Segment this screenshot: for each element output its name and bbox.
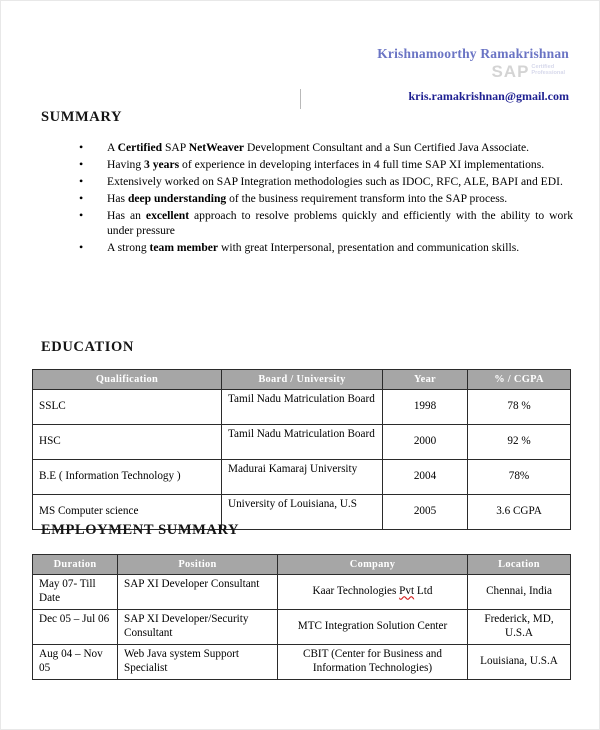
summary-bullet-item bbox=[79, 157, 573, 173]
table-row bbox=[33, 610, 571, 645]
employment-col-company: Company bbox=[278, 555, 468, 575]
employment-cell-location: Frederick, MD, U.S.A bbox=[468, 610, 571, 645]
summary-bullet-text: Has an bbox=[107, 208, 146, 222]
education-table bbox=[32, 369, 571, 530]
table-row bbox=[33, 645, 571, 680]
summary-bullet-item bbox=[79, 174, 573, 190]
summary-bullet-emphasis: 3 years bbox=[144, 157, 180, 171]
section-heading-employment: EMPLOYMENT SUMMARY bbox=[41, 522, 240, 538]
education-cell-score: 92 % bbox=[468, 425, 571, 460]
employment-cell-duration: Dec 05 – Jul 06 bbox=[33, 610, 118, 645]
summary-bullet-item bbox=[79, 140, 573, 156]
employment-company-text: CBIT (Center for Business and Information Technologies) bbox=[303, 648, 442, 674]
employment-company-text: MTC Integration Solution Center bbox=[297, 620, 448, 633]
summary-bullet-text: of experience in developing interfaces in 4 full time SAP XI implementations. bbox=[179, 157, 545, 171]
education-table-header-row bbox=[33, 370, 571, 390]
education-col-year: Year bbox=[383, 370, 468, 390]
employment-col-duration: Duration bbox=[33, 555, 118, 575]
employment-cell-duration: May 07- Till Date bbox=[33, 575, 118, 610]
summary-bullet-emphasis: Certified bbox=[117, 141, 163, 154]
summary-bullet-text: Extensively worked on SAP Integration methodologies such as IDOC, RFC, ALE, BAPI and EDI. bbox=[107, 174, 563, 188]
sap-logo-subtitle-line2: Professional bbox=[531, 70, 565, 77]
summary-bullet-emphasis: deep understanding bbox=[127, 191, 227, 205]
education-cell-score: 3.6 CGPA bbox=[468, 495, 571, 530]
summary-bullet-emphasis: NetWeaver bbox=[188, 141, 245, 154]
employment-company-text: Kaar Technologies bbox=[312, 585, 400, 598]
employment-cell-location: Chennai, India bbox=[468, 575, 571, 610]
education-col-board: Board / University bbox=[222, 370, 383, 390]
candidate-email: kris.ramakrishnan@gmail.com bbox=[408, 88, 569, 103]
table-row bbox=[33, 460, 571, 495]
summary-bullet-item bbox=[79, 191, 573, 207]
section-heading-summary: SUMMARY bbox=[41, 109, 123, 125]
employment-col-location: Location bbox=[468, 555, 571, 575]
employment-col-position: Position bbox=[118, 555, 278, 575]
education-cell-board: University of Louisiana, U.S bbox=[222, 495, 383, 530]
summary-bullet-text: Having bbox=[107, 157, 145, 171]
spellcheck-flagged-word: Pvt bbox=[399, 585, 415, 598]
summary-bullet-text: approach to resolve problems quickly and efficiently with the ability to work under pressure bbox=[107, 208, 573, 238]
sap-logo-word: SAP bbox=[491, 61, 530, 81]
employment-cell-company bbox=[278, 645, 468, 680]
employment-table bbox=[32, 554, 571, 680]
employment-cell-duration: Aug 04 – Nov 05 bbox=[33, 645, 118, 680]
summary-bullet-text: Has bbox=[107, 191, 128, 205]
education-cell-year: 2000 bbox=[383, 425, 468, 460]
education-cell-board: Tamil Nadu Matriculation Board bbox=[222, 390, 383, 425]
sap-certified-logo bbox=[239, 63, 565, 80]
employment-cell-company bbox=[278, 575, 468, 610]
summary-bullet-text: A strong bbox=[107, 241, 150, 255]
summary-bullet-item bbox=[79, 240, 573, 256]
summary-bullet-item bbox=[79, 208, 573, 240]
employment-cell-company bbox=[278, 610, 468, 645]
education-cell-year: 2005 bbox=[383, 495, 468, 530]
sap-logo-subtitle bbox=[531, 64, 565, 77]
table-row bbox=[33, 390, 571, 425]
summary-bullet-text: A bbox=[107, 141, 118, 154]
table-row bbox=[33, 425, 571, 460]
education-cell-qualification: SSLC bbox=[33, 390, 222, 425]
employment-cell-location: Louisiana, U.S.A bbox=[468, 645, 571, 680]
summary-bullet-emphasis: excellent bbox=[145, 208, 190, 222]
summary-bullet-emphasis: team member bbox=[149, 241, 219, 255]
text-cursor-caret bbox=[300, 89, 301, 109]
employment-table-header-row bbox=[33, 555, 571, 575]
table-row bbox=[33, 575, 571, 610]
summary-bullet-text: Development Consultant and a Sun Certified Java Associate. bbox=[244, 141, 530, 154]
education-col-score: % / CGPA bbox=[468, 370, 571, 390]
employment-cell-position: SAP XI Developer/Security Consultant bbox=[118, 610, 278, 645]
education-cell-board: Madurai Kamaraj University bbox=[222, 460, 383, 495]
section-heading-education: EDUCATION bbox=[41, 339, 134, 355]
summary-bullet-list bbox=[79, 140, 573, 257]
summary-bullet-text: with great Interpersonal, presentation and communication skills. bbox=[218, 241, 520, 255]
education-cell-board: Tamil Nadu Matriculation Board bbox=[222, 425, 383, 460]
summary-bullet-text: of the business requirement transform into the SAP process. bbox=[226, 191, 508, 205]
education-cell-year: 2004 bbox=[383, 460, 468, 495]
sap-logo-subtitle-line1: Certified bbox=[531, 63, 555, 70]
education-cell-qualification: HSC bbox=[33, 425, 222, 460]
education-col-qualification: Qualification bbox=[33, 370, 222, 390]
education-cell-score: 78 % bbox=[468, 390, 571, 425]
education-cell-score: 78% bbox=[468, 460, 571, 495]
candidate-name: Krishnamoorthy Ramakrishnan bbox=[377, 46, 569, 61]
education-cell-qualification: MS Computer science bbox=[33, 495, 222, 530]
education-cell-qualification: B.E ( Information Technology ) bbox=[33, 460, 222, 495]
employment-company-text-tail: Ltd bbox=[414, 585, 433, 598]
summary-bullet-text: SAP bbox=[162, 141, 189, 154]
education-cell-year: 1998 bbox=[383, 390, 468, 425]
employment-cell-position: SAP XI Developer Consultant bbox=[118, 575, 278, 610]
resume-header bbox=[239, 47, 569, 104]
employment-cell-position: Web Java system Support Specialist bbox=[118, 645, 278, 680]
